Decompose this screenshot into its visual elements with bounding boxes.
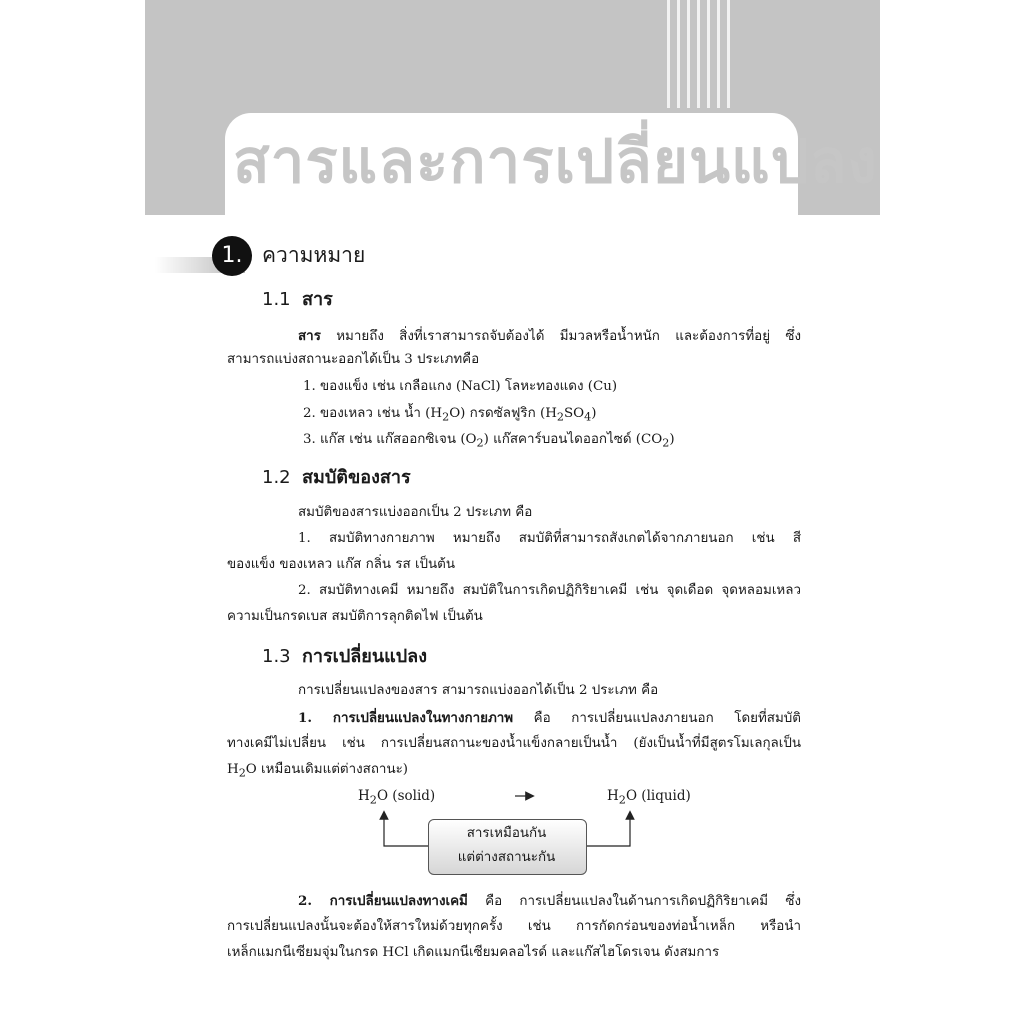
- heading-1-1-number: 1.1: [262, 289, 291, 310]
- formula-h2o: $(H_2O)$: [425, 406, 466, 424]
- formula-nacl: (NaCl): [455, 379, 501, 394]
- s13-p2-bold: 2. การเปลี่ยนแปลงทางเคมี: [298, 893, 468, 909]
- section-number: 1.: [212, 236, 252, 276]
- s11-item-3-text2: แก๊สคาร์บอนไดออกไซด์: [488, 432, 636, 447]
- formula-o2: $(O_2)$: [460, 432, 489, 450]
- section-title: ความหมาย: [262, 243, 366, 267]
- s11-intro-line2: สามารถแบ่งสถานะออกได้เป็น 3 ประเภทคือ: [227, 352, 480, 367]
- s12-intro: สมบัติของสารแบ่งออกเป็น 2 ประเภท คือ: [298, 505, 533, 520]
- s12-p1-line2: ของแข็ง ของเหลว แก๊ส กลิ่น รส เป็นต้น: [227, 557, 456, 572]
- diagram-box-line2: แต่ต่างสถานะกัน: [457, 850, 556, 865]
- s11-intro-bold: สาร: [298, 328, 321, 344]
- diagram-right-formula: $H_2O$ (liquid): [607, 788, 691, 807]
- s11-item-1-text: 1. ของแข็ง เช่น เกลือแกง: [303, 379, 456, 394]
- s13-p1-text: คือ การเปลี่ยนแปลงภายนอก โดยที่สมบัติ: [513, 711, 802, 726]
- formula-cu: (Cu): [587, 379, 618, 394]
- s13-intro: การเปลี่ยนแปลงของสาร สามารถแบ่งออกได้เป็น 2 ประเภท คือ: [298, 683, 659, 698]
- s11-item-3-text: 3. แก๊ส เช่น แก๊สออกซิเจน: [303, 432, 461, 447]
- s13-p2-line3: เหล็กแมกนีเซียมจุ่มในกรด HCl เกิดแมกนีเซียมคลอไรด์ และแก๊สไฮโดรเจน ดังสมการ: [227, 945, 720, 960]
- s11-item-2-text: 2. ของเหลว เช่น น้ำ: [303, 406, 426, 421]
- heading-1-3-number: 1.3: [262, 646, 291, 667]
- diagram-left-formula: $H_2O$ (solid): [358, 788, 436, 807]
- s13-p1-line2: ทางเคมีไม่เปลี่ยน เช่น การเปลี่ยนสถานะของน้ำแข็งกลายเป็นน้ำ (ยังเป็นน้ำที่มีสูตรโมเลกุลเป็น: [227, 736, 801, 751]
- s11-item-1-text2: โลหะทองแดง: [500, 379, 588, 394]
- formula-h2so4: $(H_2SO_4)$: [539, 406, 597, 424]
- heading-1-2-number: 1.2: [262, 467, 291, 488]
- s13-p1-line3-text: เหมือนเดิมแต่ต่างสถานะ): [256, 762, 409, 777]
- s11-intro-text: หมายถึง สิ่งที่เราสามารถจับต้องได้ มีมวลหรือน้ำหนัก และต้องการที่อยู่ ซึ่ง: [320, 329, 801, 344]
- s12-p1-line1: 1. สมบัติทางกายภาพ หมายถึง สมบัติที่สามารถสังเกตได้จากภายนอก เช่น สี: [298, 531, 801, 546]
- heading-1-3-title: การเปลี่ยนแปลง: [302, 646, 427, 667]
- s12-p2-line2: ความเป็นกรดเบส สมบัติการลุกติดไฟ เป็นต้น: [227, 609, 483, 624]
- formula-co2: $(CO_2)$: [635, 432, 675, 450]
- heading-1-2-title: สมบัติของสาร: [302, 467, 411, 488]
- s12-p2-line1: 2. สมบัติทางเคมี หมายถึง สมบัติในการเกิดปฏิกิริยาเคมี เช่น จุดเดือด จุดหลอมเหลว: [298, 583, 801, 598]
- s11-item-2-text2: กรดซัลฟูริก: [465, 406, 540, 421]
- right-connector-arrow: [586, 815, 630, 846]
- s13-p2-text: คือ การเปลี่ยนแปลงในด้านการเกิดปฏิกิริยาเคมี ซึ่ง: [467, 894, 801, 909]
- s13-p2-line1: [298, 891, 801, 912]
- s13-p2-line2: การเปลี่ยนแปลงนั้นจะต้องให้สารใหม่ด้วยทุกครั้ง เช่น การกัดกร่อนของท่อน้ำเหล็ก หรือนำ: [227, 919, 801, 934]
- diagram-box-line1: สารเหมือนกัน: [466, 826, 547, 841]
- left-connector-arrow: [384, 815, 428, 846]
- page-title: สารและการเปลี่ยนแปลง: [233, 127, 878, 197]
- s13-p1-bold: 1. การเปลี่ยนแปลงในทางกายภาพ: [298, 710, 514, 726]
- heading-1-1-title: สาร: [302, 289, 333, 310]
- formula-h2o-inline: $H_2O$: [227, 762, 257, 780]
